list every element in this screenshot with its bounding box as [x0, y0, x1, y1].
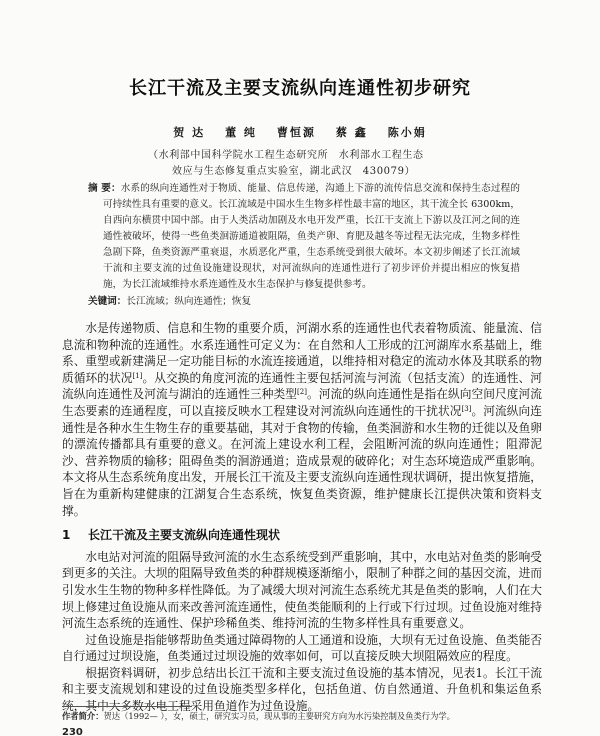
affiliation-line-1: （水利部中国科学院水工程生态研究所 水利部水工程生态	[148, 150, 424, 161]
body-paragraph: 过鱼设施是指能够帮助鱼类通过障碍物的人工通道和设施，大坝有无过鱼设施、鱼类能否自行通过过坝设施，鱼类通过过坝设施的效率如何，可以直接反映大坝阻隔效应的程度。	[62, 632, 542, 664]
citation: [1]	[132, 371, 143, 380]
author-name: 贺 达	[173, 126, 206, 139]
footnote-divider	[62, 706, 192, 707]
keywords-label: 关键词：	[88, 296, 127, 307]
abstract-label: 摘 要：	[88, 183, 121, 194]
body-text	[62, 320, 542, 715]
citation: [3]	[461, 404, 472, 413]
section-heading	[62, 527, 542, 544]
section-title: 长江干流及主要支流纵向连通性现状	[88, 528, 281, 543]
footnote-text: 贺达（1992— ），女，硕士，研究实习员，现从事的主要研究方向为水污染控制及鱼类行为学。	[103, 711, 455, 721]
affiliation-line-2: 效应与生态修复重点实验室，湖北武汉 430079）	[172, 166, 416, 177]
keywords-text: 长江流域；纵向连通性；恢复	[126, 296, 252, 307]
abstract	[88, 181, 520, 293]
body-paragraph: 水电站对河流的阻隔导致河流的水生态系统受到严重影响，其中，水电站对鱼类的影响受到更多的关注。大坝的阻隔导致鱼类的种群规模逐渐缩小，限制了种群之间的基因交流，进而引发水生生物的物种多样性降低。为了减缓大坝对河流生态系统尤其是鱼类的影响，人们在大坝上修建过鱼设施从而来改善河流连通性，使鱼类能顺利的上行或下行过坝。过鱼设施对维持河流生态系统的连通性、保护珍稀鱼类、维持河流的生物多样性具有重要意义。	[62, 549, 542, 631]
author-name: 蔡 鑫	[335, 126, 368, 139]
abstract-text: 水系的纵向连通性对于物质、能量、信息传递，沟通上下游的流传信息交流和保持生态过程的可持续性具有重要的意义。长江流域是中国水生生物多样性最丰富的地区，其干流全长 6300km，自西向东横贯中国中部。由于人类活动加剧及水电开发严重，长江干支流上下游以及江河之间的连通性被破坏，使得一些鱼类洄游通道被阻隔，鱼类产卵、育肥及越冬等过程无法完成，生物多样性急剧下降，鱼类资源严重衰退，水质恶化严重，生态系统受到很大破坏。本文初步阐述了长江流域干流和主要支流的过鱼设施建设现状，对河流纵向的连通性进行了初步评价并提出相应的恢复措施，为长江流域维持水系连通性及水生态保护与修复提供参考。	[103, 183, 520, 290]
author-name: 曹恒源	[276, 126, 316, 139]
author-name: 董 纯	[225, 126, 257, 139]
author-list	[0, 124, 600, 140]
author-name: 陈小娟	[387, 126, 427, 139]
citation: [2]	[297, 388, 307, 397]
author-footnote	[62, 710, 542, 722]
intro-text: 水是传递物质、信息和生物的重要介质，河湖水系的连通性也代表着物质流、能量流、信息流和物种流的连通性。水系连通性可定义为：在自然和人工形成的江河湖库水系基础上，维系、重塑或新建满足一定功能目标的水流连接通道，以维持相对稳定的流动水体及其联系的物质循环的状况	[62, 321, 542, 385]
intro-text: 。从交换的角度河流的连通性主要包括河流与河流（包括支流）的连通性、河流纵向连通性及河流与湖泊的连通性三种类型	[62, 370, 542, 402]
keywords	[88, 295, 520, 309]
paper-title: 长江干流及主要支流纵向连通性初步研究	[129, 78, 471, 99]
page-number: 230	[62, 727, 83, 736]
intro-paragraph	[62, 320, 542, 519]
body-paragraph: 根据资料调研，初步总结出长江干流和主要支流过鱼设施的基本情况，见表1。长江干流和主要支流规划和建设的过鱼设施类型多样化，包括鱼道、仿自然通道、升鱼机和集运鱼系统，其中大多数水电工程采用鱼道作为过鱼设施。	[62, 665, 542, 714]
section-number: 1	[62, 528, 71, 543]
intro-text: 。河流的纵向连通性是指在纵向空间尺度河流生态要素的连通程度，可以直接反映水工程建设对河流纵向连通性的干扰状况	[62, 387, 542, 418]
footnote-label: 作者简介：	[62, 711, 104, 721]
intro-text: 。河流纵向连通性是各种水生生物生存的重要基础，其对于食物的传输，鱼类洄游和水生物的迁徙以及鱼卵的漂流传播都具有重要的意义。在河流上建设水利工程，会阻断河流的纵向连通性；阻滞泥沙、营养物质的输移；阻碍鱼类的洄游通道；造成景观的破碎化；对生态环境造成严重影响。本文将从生态系统角度出发，开展长江干流及主要支流纵向连通性现状调研，提出恢复措施，旨在为重新构建健康的江湖复合生态系统，恢复鱼类资源，维护健康长江提供决策和资料支撑。	[62, 403, 542, 518]
